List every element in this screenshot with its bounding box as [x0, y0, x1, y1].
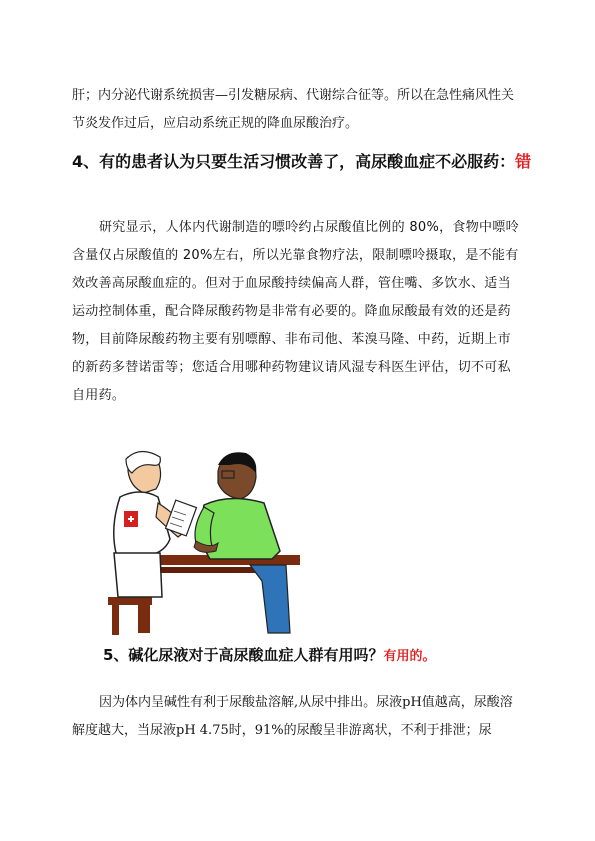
section4-heading-text: 4、有的患者认为只要生活习惯改善了，高尿酸血症不必服药： [72, 152, 516, 171]
section4-paragraph: 研究显示，人体内代谢制造的嘌呤约占尿酸值比例的 80%，食物中嘌呤含量仅占尿酸值的 20%左右，所以光靠食物疗法，限制嘌呤摄取，是不能有效改善高尿酸血症的。但对于血尿酸持续偏高人群，管住嘴、多饮水、适当运动控制体重，配合降尿酸药物是非常有必要的。降血尿酸最有效的还是药物，目前降尿酸药物主要有别嘌醇、非布司他、苯溴马隆、中药，近期上市的新药多替诺雷等；您适合用哪种药物建议请风湿专科医生评估，切不可私自用药。 [72, 220, 519, 403]
section4-heading [72, 146, 532, 177]
section5-heading [103, 641, 533, 671]
section5-heading-text: 5、碱化尿液对于高尿酸血症人群有用吗？ [103, 646, 384, 664]
section4-verdict: 错 [515, 152, 532, 171]
section5-paragraph: 因为体内呈碱性有利于尿酸盐溶解,从尿中排出。尿液pH值越高，尿酸溶解度越大，当尿液pH 4.75时，91%的尿酸呈非游离状，不利于排泄；尿 [72, 695, 513, 738]
doctor-patient-consultation-icon [100, 447, 300, 637]
section5-verdict: 有用的。 [383, 649, 436, 664]
section3-tail-paragraph: 肝；内分泌代谢系统损害—引发糖尿病、代谢综合征等。所以在急性痛风性关节炎发作过后，应启动系统正规的降血尿酸治疗。 [72, 88, 515, 131]
